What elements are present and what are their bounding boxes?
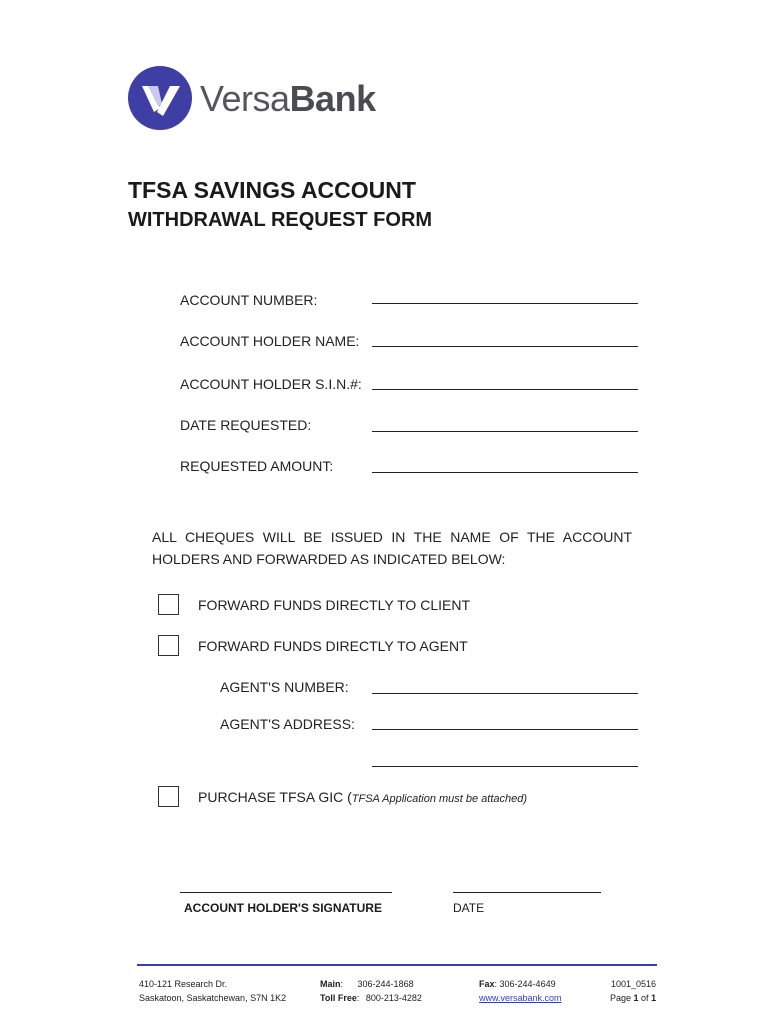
footer-phone <box>320 977 422 1005</box>
form-subtitle: WITHDRAWAL REQUEST FORM <box>128 209 433 231</box>
form-title: TFSA SAVINGS ACCOUNT <box>128 177 416 203</box>
page-of: of <box>638 993 652 1003</box>
gic-application-note: TFSA Application must be attached) <box>351 793 528 805</box>
footer-fax: Fax: 306-244-4649 <box>479 979 556 989</box>
form-code: 1001_0516 <box>611 979 657 989</box>
versabank-logo-icon <box>128 66 192 130</box>
forward-to-agent-checkbox[interactable] <box>158 635 179 656</box>
page-number <box>610 991 656 1005</box>
signature-date-field[interactable] <box>453 892 601 893</box>
footer-address <box>139 977 286 1005</box>
account-holder-sin-label: ACCOUNT HOLDER S.I.N.#: <box>180 376 362 392</box>
footer-address-line2: Saskatoon, Saskatchewan, S7N 1K2 <box>139 993 287 1003</box>
fax-label: Fax <box>479 979 495 989</box>
footer-tollfree-phone: Toll Free: 800-213-4282 <box>320 993 422 1003</box>
footer-main-phone: Main: 306-244-1868 <box>320 979 414 989</box>
footer-divider <box>137 964 657 966</box>
tollfree-value: 800-213-4282 <box>365 993 422 1003</box>
v-mark-icon <box>128 66 192 130</box>
requested-amount-label: REQUESTED AMOUNT: <box>180 458 334 474</box>
forward-to-client-label: FORWARD FUNDS DIRECTLY TO CLIENT <box>198 597 470 613</box>
footer-form-info <box>610 977 656 1005</box>
purchase-gic-checkbox[interactable] <box>158 786 179 807</box>
signature-label: ACCOUNT HOLDER'S SIGNATURE <box>184 901 382 915</box>
account-number-label: ACCOUNT NUMBER: <box>180 292 318 308</box>
forward-to-client-checkbox[interactable] <box>158 594 179 615</box>
date-requested-field[interactable] <box>372 431 638 432</box>
account-holder-name-label: ACCOUNT HOLDER NAME: <box>180 333 360 349</box>
agent-address-label: AGENT'S ADDRESS: <box>220 716 355 732</box>
account-holder-sin-field[interactable] <box>372 389 638 390</box>
main-label: Main <box>320 979 341 989</box>
page-current: 1 <box>633 993 639 1003</box>
date-requested-label: DATE REQUESTED: <box>180 417 312 433</box>
main-value: 306-244-1868 <box>357 979 414 989</box>
footer-address-line1: 410-121 Research Dr. <box>139 979 228 989</box>
purchase-gic-text: PURCHASE TFSA GIC ( <box>198 789 352 805</box>
cheque-notice: ALL CHEQUES WILL BE ISSUED IN THE NAME OF THE ACCOUNT HOLDERS AND FORWARDED AS INDICATED BELOW: <box>152 529 632 567</box>
agent-number-label: AGENT'S NUMBER: <box>220 679 349 695</box>
agent-address-field-line2[interactable] <box>372 766 638 767</box>
purchase-gic-label <box>198 789 527 805</box>
page-total: 1 <box>651 993 657 1003</box>
page-prefix: Page <box>610 993 634 1003</box>
tollfree-label: Toll Free <box>320 993 357 1003</box>
fax-value: 306-244-4649 <box>499 979 556 989</box>
forward-to-agent-label: FORWARD FUNDS DIRECTLY TO AGENT <box>198 638 468 654</box>
brand-name <box>200 78 376 120</box>
agent-address-field-line1[interactable] <box>372 729 638 730</box>
account-number-field[interactable] <box>372 303 638 304</box>
account-holder-name-field[interactable] <box>372 346 638 347</box>
website-link[interactable]: www.versabank.com <box>479 993 562 1003</box>
brand-name-light: Versa <box>200 78 290 119</box>
requested-amount-field[interactable] <box>372 472 638 473</box>
footer-fax-web <box>479 977 562 1005</box>
signature-date-label: DATE <box>453 901 485 915</box>
signature-field[interactable] <box>180 892 392 893</box>
brand-name-bold: Bank <box>289 78 376 119</box>
agent-number-field[interactable] <box>372 693 638 694</box>
